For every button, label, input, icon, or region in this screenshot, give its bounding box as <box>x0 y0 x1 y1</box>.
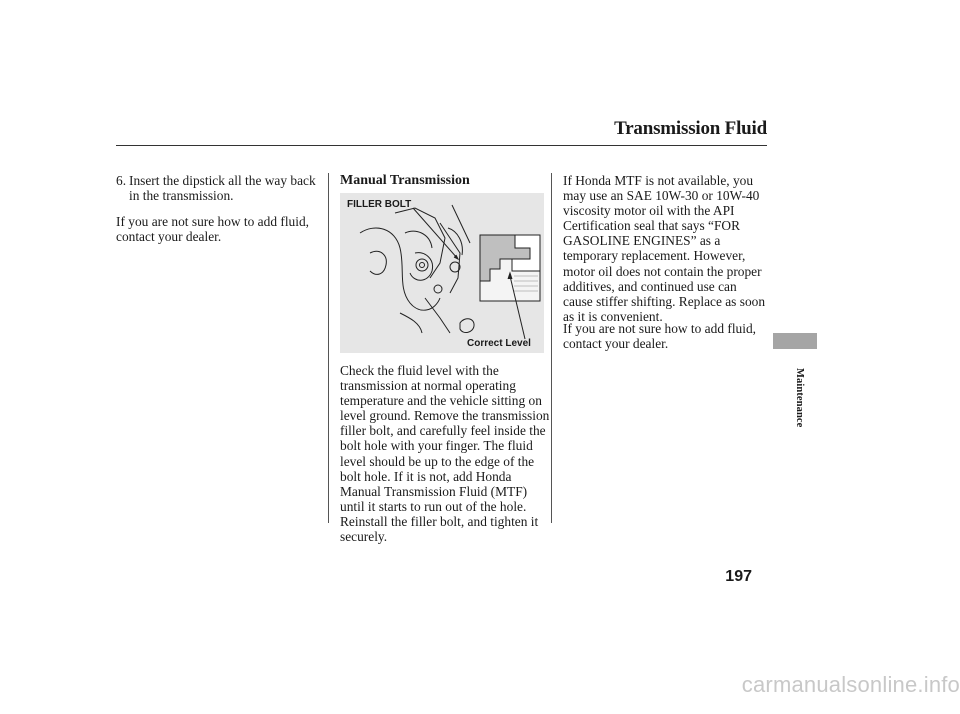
filler-bolt-label: FILLER BOLT <box>347 199 412 210</box>
correct-level-label: Correct Level <box>467 338 531 349</box>
section-label: Maintenance <box>794 368 805 428</box>
section-heading: Manual Transmission <box>340 173 470 188</box>
right-paragraph-1: If Honda MTF is not available, you may use an SAE 10W-30 or 10W-40 viscosity motor oil with the API Certification seal that says “FOR GASOLINE ENGINES” as a temporary replacement. However, motor oil does not contain the proper additives, and continued use can cause stiffer shifting. Replace as soon as it is convenient. <box>563 173 766 324</box>
middle-paragraph: Check the fluid level with the transmission at normal operating temperature and the vehicle sitting on level ground. Remove the transmission filler bolt, and carefully feel inside the bolt hole with your finger. The fluid level should be up to the edge of the bolt hole. If it is not, add Honda Manual Transmission Fluid (MTF) until it starts to run out of the hole. Reinstall the filler bolt, and tighten it securely. <box>340 363 550 545</box>
watermark: carmanualsonline.info <box>741 672 960 697</box>
section-tab <box>773 333 817 349</box>
column-divider-left <box>328 173 329 523</box>
column-divider-right <box>551 173 552 523</box>
step-text: Insert the dipstick all the way back in the transmission. <box>129 173 316 204</box>
page-title: Transmission Fluid <box>614 118 767 139</box>
transmission-illustration <box>340 193 544 353</box>
filler-bolt-figure <box>340 193 544 353</box>
left-paragraph: If you are not sure how to add fluid, contact your dealer. <box>116 214 310 245</box>
step-number: 6. <box>116 173 127 188</box>
right-paragraph-2: If you are not sure how to add fluid, contact your dealer. <box>563 321 757 352</box>
title-rule <box>116 145 767 146</box>
page-number: 197 <box>725 568 752 585</box>
